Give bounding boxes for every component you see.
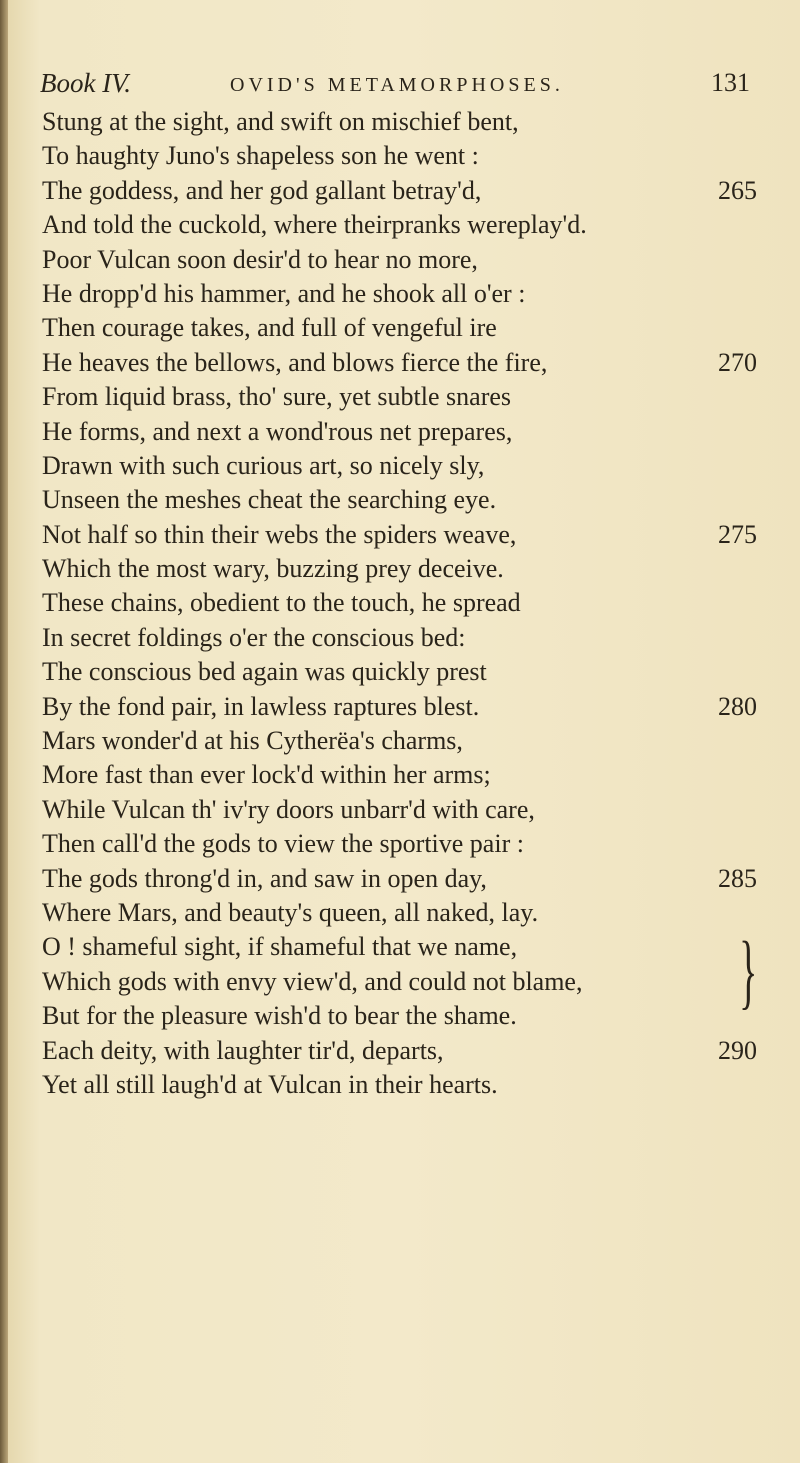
verse-line — [42, 449, 757, 483]
verse-text: Yet all still laugh'd at Vulcan in their hearts. — [42, 1069, 498, 1099]
page-spine-edge — [0, 0, 8, 1463]
verse-text: Mars wonder'd at his Cytherëa's charms, — [42, 726, 463, 756]
verse-text: While Vulcan th' iv'ry doors unbarr'd with care, — [42, 794, 535, 824]
poem-text — [42, 105, 757, 1102]
verse-text: Drawn with such curious art, so nicely sly, — [42, 450, 485, 480]
verse-line — [42, 586, 757, 620]
verse-text: The gods throng'd in, and saw in open day, — [42, 863, 487, 893]
verse-line — [42, 1068, 757, 1102]
verse-text: He heaves the bellows, and blows fierce the fire, — [42, 347, 548, 377]
verse-text: The goddess, and her god gallant betray'd, — [42, 175, 482, 205]
line-number: 265 — [718, 175, 757, 205]
verse-text: By the fond pair, in lawless raptures blest. — [42, 691, 480, 721]
verse-line — [42, 999, 757, 1033]
verse-line — [42, 346, 757, 380]
verse-line — [42, 896, 757, 930]
line-number: 280 — [718, 691, 757, 721]
verse-line — [42, 690, 757, 724]
verse-line — [42, 518, 757, 552]
verse-line — [42, 277, 757, 311]
verse-text: Which the most wary, buzzing prey deceive. — [42, 554, 504, 584]
verse-text: Not half so thin their webs the spiders weave, — [42, 519, 517, 549]
verse-text: And told the cuckold, where theirpranks wereplay'd. — [42, 210, 587, 240]
book-label: Book IV. — [40, 68, 131, 98]
verse-line — [42, 105, 757, 139]
verse-text: These chains, obedient to the touch, he spread — [42, 588, 521, 618]
triplet-brace: } — [738, 925, 757, 1019]
line-number: 290 — [718, 1035, 757, 1065]
page-number: 131 — [711, 68, 750, 97]
verse-text: In secret foldings o'er the conscious bed: — [42, 622, 466, 652]
verse-line — [42, 415, 757, 449]
verse-line — [42, 208, 757, 242]
verse-text: But for the pleasure wish'd to bear the shame. — [42, 1001, 517, 1031]
verse-line — [42, 311, 757, 345]
verse-text: To haughty Juno's shapeless son he went : — [42, 141, 479, 171]
verse-line — [42, 655, 757, 689]
verse-text: The conscious bed again was quickly prest — [42, 657, 487, 687]
verse-text: Then courage takes, and full of vengeful ire — [42, 313, 497, 343]
verse-text: He forms, and next a wond'rous net prepares, — [42, 416, 513, 446]
verse-text: Each deity, with laughter tir'd, departs, — [42, 1035, 444, 1065]
line-number: 285 — [718, 863, 757, 893]
verse-text: Where Mars, and beauty's queen, all naked, lay. — [42, 897, 539, 927]
verse-line — [42, 139, 757, 173]
verse-text: Stung at the sight, and swift on mischief bent, — [42, 107, 519, 136]
running-header — [40, 68, 750, 104]
verse-line — [42, 621, 757, 655]
verse-line — [42, 380, 757, 414]
verse-text: O ! shameful sight, if shameful that we name, — [42, 932, 518, 962]
verse-line — [42, 862, 757, 896]
verse-line — [42, 174, 757, 208]
verse-text: He dropp'd his hammer, and he shook all o'er : — [42, 278, 526, 308]
verse-line — [42, 1034, 757, 1068]
verse-text: Poor Vulcan soon desir'd to hear no more, — [42, 244, 478, 274]
verse-line — [42, 243, 757, 277]
verse-line — [42, 793, 757, 827]
verse-line — [42, 827, 757, 861]
running-title: OVID'S METAMORPHOSES. — [230, 74, 564, 96]
verse-line — [42, 483, 757, 517]
line-number: 270 — [718, 347, 757, 377]
line-number: 275 — [718, 519, 757, 549]
verse-line — [42, 758, 757, 792]
verse-line — [42, 724, 757, 758]
verse-text: Unseen the meshes cheat the searching eye. — [42, 485, 497, 515]
verse-line — [42, 965, 757, 999]
verse-text: Which gods with envy view'd, and could not blame, — [42, 966, 583, 996]
verse-text: From liquid brass, tho' sure, yet subtle snares — [42, 382, 512, 412]
verse-text: More fast than ever lock'd within her arms; — [42, 760, 491, 790]
verse-line — [42, 552, 757, 586]
verse-text: Then call'd the gods to view the sportive pair : — [42, 829, 524, 859]
